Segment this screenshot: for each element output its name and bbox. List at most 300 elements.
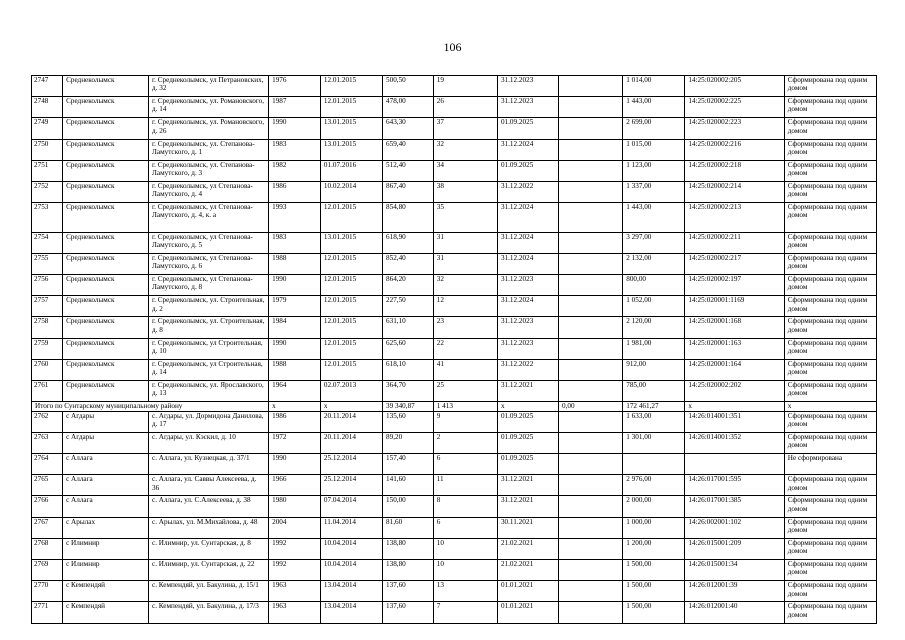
extra-cell	[559, 317, 623, 338]
extra-cell	[559, 359, 623, 380]
status-cell: Сформирована под одним домом	[784, 296, 876, 317]
cadastral-number-cell: 14:26:015001:209	[685, 538, 784, 559]
status-cell: Сформирована под одним домом	[784, 160, 876, 181]
housing-register-table	[31, 75, 877, 624]
address-cell: с. Аллага, ул. С.Алексеева, д. 38	[149, 496, 269, 517]
table-row	[32, 560, 877, 581]
status-cell: Сформирована под одним домом	[784, 432, 876, 453]
residents-cell: 32	[433, 275, 497, 296]
total-extra-cell: 0,00	[559, 402, 623, 412]
cadastral-number-cell: 14:25:020002:217	[685, 253, 784, 274]
cost-cell: 800,00	[623, 275, 685, 296]
area-cell: 659,40	[383, 139, 434, 160]
table-row	[32, 76, 877, 97]
status-cell: Сформирована под одним домом	[784, 475, 876, 496]
cadastral-number-cell: 14:25:020002:205	[685, 76, 784, 97]
deadline-cell: 01.01.2021	[497, 581, 558, 602]
table-row	[32, 475, 877, 496]
cost-cell: 1 981,00	[623, 338, 685, 359]
residents-cell: 26	[433, 97, 497, 118]
extra-cell	[559, 76, 623, 97]
table-row	[32, 296, 877, 317]
status-cell: Сформирована под одним домом	[784, 496, 876, 517]
cost-cell: 1 633,00	[623, 411, 685, 432]
address-cell: с. Агдары, ул. Дормидона Данилова, д. 17	[149, 411, 269, 432]
table-row	[32, 496, 877, 517]
cost-cell: 1 014,00	[623, 76, 685, 97]
extra-cell	[559, 296, 623, 317]
status-cell: Сформирована под одним домом	[784, 118, 876, 139]
cost-cell: 2 699,00	[623, 118, 685, 139]
date-cell: 12.01.2015	[320, 296, 382, 317]
deadline-cell: 31.12.2022	[497, 359, 558, 380]
status-cell: Сформирована под одним домом	[784, 560, 876, 581]
year-cell: 1983	[269, 139, 321, 160]
total-cadastral-cell: x	[685, 402, 784, 412]
total-area-cell: 39 340,87	[383, 402, 434, 412]
settlement-cell: с Агдары	[63, 411, 149, 432]
address-cell: г. Среднеколымск, ул. Романовского, д. 26	[149, 118, 269, 139]
residents-cell: 25	[433, 381, 497, 402]
cost-cell: 3 297,00	[623, 232, 685, 253]
deadline-cell: 31.12.2023	[497, 275, 558, 296]
date-cell: 12.01.2015	[320, 275, 382, 296]
extra-cell	[559, 275, 623, 296]
row-number-cell: 2757	[32, 296, 63, 317]
row-number-cell: 2762	[32, 411, 63, 432]
area-cell: 141,60	[383, 475, 434, 496]
address-cell: г. Среднеколымск, ул Строительная, д. 10	[149, 338, 269, 359]
row-number-cell: 2766	[32, 496, 63, 517]
extra-cell	[559, 232, 623, 253]
table-row	[32, 118, 877, 139]
deadline-cell: 31.12.2024	[497, 296, 558, 317]
row-number-cell: 2750	[32, 139, 63, 160]
extra-cell	[559, 432, 623, 453]
date-cell: 12.01.2015	[320, 317, 382, 338]
deadline-cell: 31.12.2021	[497, 381, 558, 402]
address-cell: г. Среднеколымск, ул Петрановских, д. 32	[149, 76, 269, 97]
date-cell: 01.07.2016	[320, 160, 382, 181]
extra-cell	[559, 160, 623, 181]
address-cell: с. Илимнир, ул. Сунтарская, д. 8	[149, 538, 269, 559]
settlement-cell: Среднеколымск	[63, 253, 149, 274]
extra-cell	[559, 517, 623, 538]
year-cell: 1966	[269, 475, 321, 496]
year-cell: 1988	[269, 253, 321, 274]
row-number-cell: 2767	[32, 517, 63, 538]
area-cell: 137,60	[383, 581, 434, 602]
year-cell: 1993	[269, 203, 321, 233]
row-number-cell: 2759	[32, 338, 63, 359]
year-cell: 1963	[269, 602, 321, 623]
extra-cell	[559, 338, 623, 359]
area-cell: 138,80	[383, 560, 434, 581]
cadastral-number-cell: 14:25:020002:223	[685, 118, 784, 139]
status-cell: Сформирована под одним домом	[784, 76, 876, 97]
year-cell: 1986	[269, 181, 321, 202]
area-cell: 150,00	[383, 496, 434, 517]
residents-cell: 9	[433, 411, 497, 432]
area-cell: 137,60	[383, 602, 434, 623]
date-cell: 13.04.2014	[320, 581, 382, 602]
date-cell: 12.01.2015	[320, 203, 382, 233]
settlement-cell: с Арылах	[63, 517, 149, 538]
settlement-cell: Среднеколымск	[63, 97, 149, 118]
date-cell: 12.01.2015	[320, 338, 382, 359]
residents-cell: 10	[433, 538, 497, 559]
settlement-cell: Среднеколымск	[63, 232, 149, 253]
table-row	[32, 203, 877, 233]
cadastral-number-cell: 14:25:020002:216	[685, 139, 784, 160]
area-cell: 625,60	[383, 338, 434, 359]
cadastral-number-cell: 14:25:020002:202	[685, 381, 784, 402]
address-cell: с. Кемпендяй, ул. Бакулина, д. 17/3	[149, 602, 269, 623]
extra-cell	[559, 118, 623, 139]
row-number-cell: 2764	[32, 454, 63, 475]
deadline-cell: 21.02.2021	[497, 538, 558, 559]
cost-cell: 2 132,00	[623, 253, 685, 274]
cadastral-number-cell: 14:25:020001:164	[685, 359, 784, 380]
deadline-cell: 31.12.2022	[497, 181, 558, 202]
extra-cell	[559, 381, 623, 402]
residents-cell: 10	[433, 560, 497, 581]
date-cell: 20.11.2014	[320, 432, 382, 453]
cadastral-number-cell: 14:25:020002:197	[685, 275, 784, 296]
cadastral-number-cell: 14:26:012001:40	[685, 602, 784, 623]
table-row	[32, 160, 877, 181]
address-cell: г. Среднеколымск, ул Степанова-Ламутского, д. 4, к. а	[149, 203, 269, 233]
table-row	[32, 411, 877, 432]
table-row	[32, 275, 877, 296]
status-cell: Сформирована под одним домом	[784, 203, 876, 233]
date-cell: 13.01.2015	[320, 232, 382, 253]
date-cell: 13.04.2014	[320, 602, 382, 623]
residents-cell: 7	[433, 602, 497, 623]
address-cell: г. Среднеколымск, ул. Романовского, д. 14	[149, 97, 269, 118]
year-cell: 1992	[269, 538, 321, 559]
area-cell: 227,50	[383, 296, 434, 317]
cost-cell: 1 443,00	[623, 203, 685, 233]
settlement-cell: Среднеколымск	[63, 139, 149, 160]
cost-cell: 1 200,00	[623, 538, 685, 559]
row-number-cell: 2749	[32, 118, 63, 139]
residents-cell: 34	[433, 160, 497, 181]
cost-cell: 912,00	[623, 359, 685, 380]
deadline-cell: 01.09.2025	[497, 454, 558, 475]
deadline-cell: 31.12.2023	[497, 76, 558, 97]
extra-cell	[559, 496, 623, 517]
area-cell: 478,00	[383, 97, 434, 118]
address-cell: г. Среднеколымск, ул Степанова-Ламутского, д. 5	[149, 232, 269, 253]
settlement-cell: с Илимнир	[63, 538, 149, 559]
date-cell: 20.11.2014	[320, 411, 382, 432]
extra-cell	[559, 97, 623, 118]
extra-cell	[559, 181, 623, 202]
cadastral-number-cell: 14:26:017001:385	[685, 496, 784, 517]
year-cell: 1990	[269, 454, 321, 475]
deadline-cell: 31.12.2023	[497, 338, 558, 359]
total-residents-cell: 1 413	[433, 402, 497, 412]
address-cell: с. Аллага, ул. Саввы Алексеева, д. 36	[149, 475, 269, 496]
deadline-cell: 01.09.2025	[497, 160, 558, 181]
date-cell: 10.04.2014	[320, 538, 382, 559]
row-number-cell: 2754	[32, 232, 63, 253]
cadastral-number-cell: 14:25:020002:211	[685, 232, 784, 253]
cadastral-number-cell: 14:25:020002:214	[685, 181, 784, 202]
settlement-cell: с Кемпендяй	[63, 581, 149, 602]
table-body	[32, 76, 877, 624]
total-row	[32, 402, 877, 412]
residents-cell: 23	[433, 317, 497, 338]
cost-cell: 2 120,00	[623, 317, 685, 338]
table-row	[32, 338, 877, 359]
extra-cell	[559, 139, 623, 160]
status-cell: Сформирована под одним домом	[784, 538, 876, 559]
cost-cell: 2 000,00	[623, 496, 685, 517]
address-cell: с. Аллага, ул. Кузнецкая, д. 37/1	[149, 454, 269, 475]
year-cell: 1988	[269, 359, 321, 380]
row-number-cell: 2747	[32, 76, 63, 97]
total-year-cell: x	[269, 402, 321, 412]
row-number-cell: 2768	[32, 538, 63, 559]
year-cell: 2004	[269, 517, 321, 538]
row-number-cell: 2748	[32, 97, 63, 118]
year-cell: 1976	[269, 76, 321, 97]
row-number-cell: 2760	[32, 359, 63, 380]
row-number-cell: 2753	[32, 203, 63, 233]
year-cell: 1992	[269, 560, 321, 581]
deadline-cell: 21.02.2021	[497, 560, 558, 581]
date-cell: 13.01.2015	[320, 118, 382, 139]
area-cell: 138,80	[383, 538, 434, 559]
settlement-cell: с Аллага	[63, 496, 149, 517]
date-cell: 12.01.2015	[320, 253, 382, 274]
residents-cell: 38	[433, 181, 497, 202]
address-cell: с. Кемпендяй, ул. Бакулина, д. 15/1	[149, 581, 269, 602]
status-cell: Сформирована под одним домом	[784, 253, 876, 274]
cadastral-number-cell: 14:25:020001:163	[685, 338, 784, 359]
table-row	[32, 538, 877, 559]
settlement-cell: Среднеколымск	[63, 338, 149, 359]
deadline-cell: 31.12.2024	[497, 253, 558, 274]
table-row	[32, 454, 877, 475]
address-cell: г. Среднеколымск, ул Степанова-Ламутского, д. 4	[149, 181, 269, 202]
area-cell: 864,20	[383, 275, 434, 296]
extra-cell	[559, 253, 623, 274]
settlement-cell: Среднеколымск	[63, 181, 149, 202]
residents-cell: 31	[433, 253, 497, 274]
row-number-cell: 2756	[32, 275, 63, 296]
row-number-cell: 2758	[32, 317, 63, 338]
table-row	[32, 139, 877, 160]
residents-cell: 6	[433, 517, 497, 538]
cost-cell: 1 443,00	[623, 97, 685, 118]
cost-cell: 1 500,00	[623, 581, 685, 602]
residents-cell: 41	[433, 359, 497, 380]
residents-cell: 22	[433, 338, 497, 359]
date-cell: 10.04.2014	[320, 560, 382, 581]
settlement-cell: Среднеколымск	[63, 203, 149, 233]
cadastral-number-cell: 14:26:015001:34	[685, 560, 784, 581]
cadastral-number-cell: 14:26:014001:352	[685, 432, 784, 453]
deadline-cell: 31.12.2023	[497, 97, 558, 118]
residents-cell: 32	[433, 139, 497, 160]
cadastral-number-cell	[685, 454, 784, 475]
cost-cell	[623, 454, 685, 475]
residents-cell: 8	[433, 496, 497, 517]
residents-cell: 11	[433, 475, 497, 496]
row-number-cell: 2761	[32, 381, 63, 402]
date-cell: 12.01.2015	[320, 359, 382, 380]
address-cell: с. Арылах, ул. М.Михайлова, д. 48	[149, 517, 269, 538]
total-deadline-cell: x	[497, 402, 558, 412]
deadline-cell: 31.12.2021	[497, 496, 558, 517]
address-cell: г. Среднеколымск, ул. Степанова-Ламутского, д. 1	[149, 139, 269, 160]
status-cell: Сформирована под одним домом	[784, 338, 876, 359]
deadline-cell: 30.11.2021	[497, 517, 558, 538]
area-cell: 81,60	[383, 517, 434, 538]
address-cell: г. Среднеколымск, ул. Ярославского, д. 13	[149, 381, 269, 402]
area-cell: 852,40	[383, 253, 434, 274]
row-number-cell: 2771	[32, 602, 63, 623]
table-row	[32, 517, 877, 538]
status-cell: Сформирована под одним домом	[784, 317, 876, 338]
residents-cell: 13	[433, 581, 497, 602]
table-row	[32, 359, 877, 380]
table-row	[32, 381, 877, 402]
settlement-cell: с Аллага	[63, 475, 149, 496]
deadline-cell: 31.12.2021	[497, 475, 558, 496]
area-cell: 643,30	[383, 118, 434, 139]
settlement-cell: Среднеколымск	[63, 359, 149, 380]
status-cell: Сформирована под одним домом	[784, 181, 876, 202]
year-cell: 1990	[269, 275, 321, 296]
cost-cell: 1 337,00	[623, 181, 685, 202]
residents-cell: 31	[433, 232, 497, 253]
total-label: Итого по Сунтарскому муниципальному району	[32, 402, 269, 412]
table-row	[32, 317, 877, 338]
row-number-cell: 2752	[32, 181, 63, 202]
cadastral-number-cell: 14:25:020002:213	[685, 203, 784, 233]
status-cell: Сформирована под одним домом	[784, 602, 876, 623]
residents-cell: 37	[433, 118, 497, 139]
area-cell: 631,10	[383, 317, 434, 338]
settlement-cell: Среднеколымск	[63, 317, 149, 338]
cost-cell: 1 123,00	[623, 160, 685, 181]
row-number-cell: 2765	[32, 475, 63, 496]
date-cell: 13.01.2015	[320, 139, 382, 160]
extra-cell	[559, 560, 623, 581]
date-cell: 25.12.2014	[320, 454, 382, 475]
residents-cell: 12	[433, 296, 497, 317]
status-cell: Сформирована под одним домом	[784, 97, 876, 118]
residents-cell: 2	[433, 432, 497, 453]
settlement-cell: с Илимнир	[63, 560, 149, 581]
year-cell: 1990	[269, 338, 321, 359]
year-cell: 1987	[269, 97, 321, 118]
area-cell: 854,80	[383, 203, 434, 233]
settlement-cell: с Аллага	[63, 454, 149, 475]
deadline-cell: 31.12.2024	[497, 139, 558, 160]
address-cell: с. Агдары, ул. Кэскил, д. 10	[149, 432, 269, 453]
address-cell: г. Среднеколымск, ул. Строительная, д. 2	[149, 296, 269, 317]
settlement-cell: с Агдары	[63, 432, 149, 453]
year-cell: 1986	[269, 411, 321, 432]
area-cell: 500,50	[383, 76, 434, 97]
deadline-cell: 31.12.2024	[497, 203, 558, 233]
status-cell: Не сформирована	[784, 454, 876, 475]
year-cell: 1964	[269, 381, 321, 402]
extra-cell	[559, 581, 623, 602]
settlement-cell: Среднеколымск	[63, 275, 149, 296]
table-row	[32, 253, 877, 274]
area-cell: 135,60	[383, 411, 434, 432]
deadline-cell: 01.09.2025	[497, 118, 558, 139]
deadline-cell: 01.09.2025	[497, 432, 558, 453]
status-cell: Сформирована под одним домом	[784, 232, 876, 253]
year-cell: 1980	[269, 496, 321, 517]
total-date-cell: x	[320, 402, 382, 412]
row-number-cell: 2751	[32, 160, 63, 181]
settlement-cell: Среднеколымск	[63, 76, 149, 97]
row-number-cell: 2755	[32, 253, 63, 274]
cadastral-number-cell: 14:26:014001:351	[685, 411, 784, 432]
settlement-cell: с Кемпендяй	[63, 602, 149, 623]
date-cell: 12.01.2015	[320, 97, 382, 118]
settlement-cell: Среднеколымск	[63, 118, 149, 139]
date-cell: 02.07.2013	[320, 381, 382, 402]
status-cell: Сформирована под одним домом	[784, 581, 876, 602]
row-number-cell: 2769	[32, 560, 63, 581]
cost-cell: 785,00	[623, 381, 685, 402]
table-row	[32, 432, 877, 453]
total-status-cell: x	[784, 402, 876, 412]
cost-cell: 1 015,00	[623, 139, 685, 160]
residents-cell: 6	[433, 454, 497, 475]
cadastral-number-cell: 14:25:020001:1169	[685, 296, 784, 317]
extra-cell	[559, 602, 623, 623]
address-cell: г. Среднеколымск, ул Степанова-Ламутского, д. 8	[149, 275, 269, 296]
status-cell: Сформирована под одним домом	[784, 381, 876, 402]
extra-cell	[559, 203, 623, 233]
date-cell: 10.02.2014	[320, 181, 382, 202]
settlement-cell: Среднеколымск	[63, 160, 149, 181]
address-cell: г. Среднеколымск, ул Строительная, д. 14	[149, 359, 269, 380]
status-cell: Сформирована под одним домом	[784, 411, 876, 432]
area-cell: 157,40	[383, 454, 434, 475]
table-row	[32, 232, 877, 253]
area-cell: 364,70	[383, 381, 434, 402]
table-row	[32, 602, 877, 623]
settlement-cell: Среднеколымск	[63, 381, 149, 402]
status-cell: Сформирована под одним домом	[784, 517, 876, 538]
deadline-cell: 31.12.2024	[497, 232, 558, 253]
year-cell: 1963	[269, 581, 321, 602]
table-row	[32, 581, 877, 602]
cadastral-number-cell: 14:25:020002:225	[685, 97, 784, 118]
cadastral-number-cell: 14:26:002001:102	[685, 517, 784, 538]
year-cell: 1982	[269, 160, 321, 181]
page-number: 106	[443, 40, 462, 54]
cadastral-number-cell: 14:25:020002:218	[685, 160, 784, 181]
cadastral-number-cell: 14:26:017001:595	[685, 475, 784, 496]
deadline-cell: 31.12.2023	[497, 317, 558, 338]
status-cell: Сформирована под одним домом	[784, 275, 876, 296]
total-cost-cell: 172 461,27	[623, 402, 685, 412]
area-cell: 618,90	[383, 232, 434, 253]
date-cell: 12.01.2015	[320, 76, 382, 97]
